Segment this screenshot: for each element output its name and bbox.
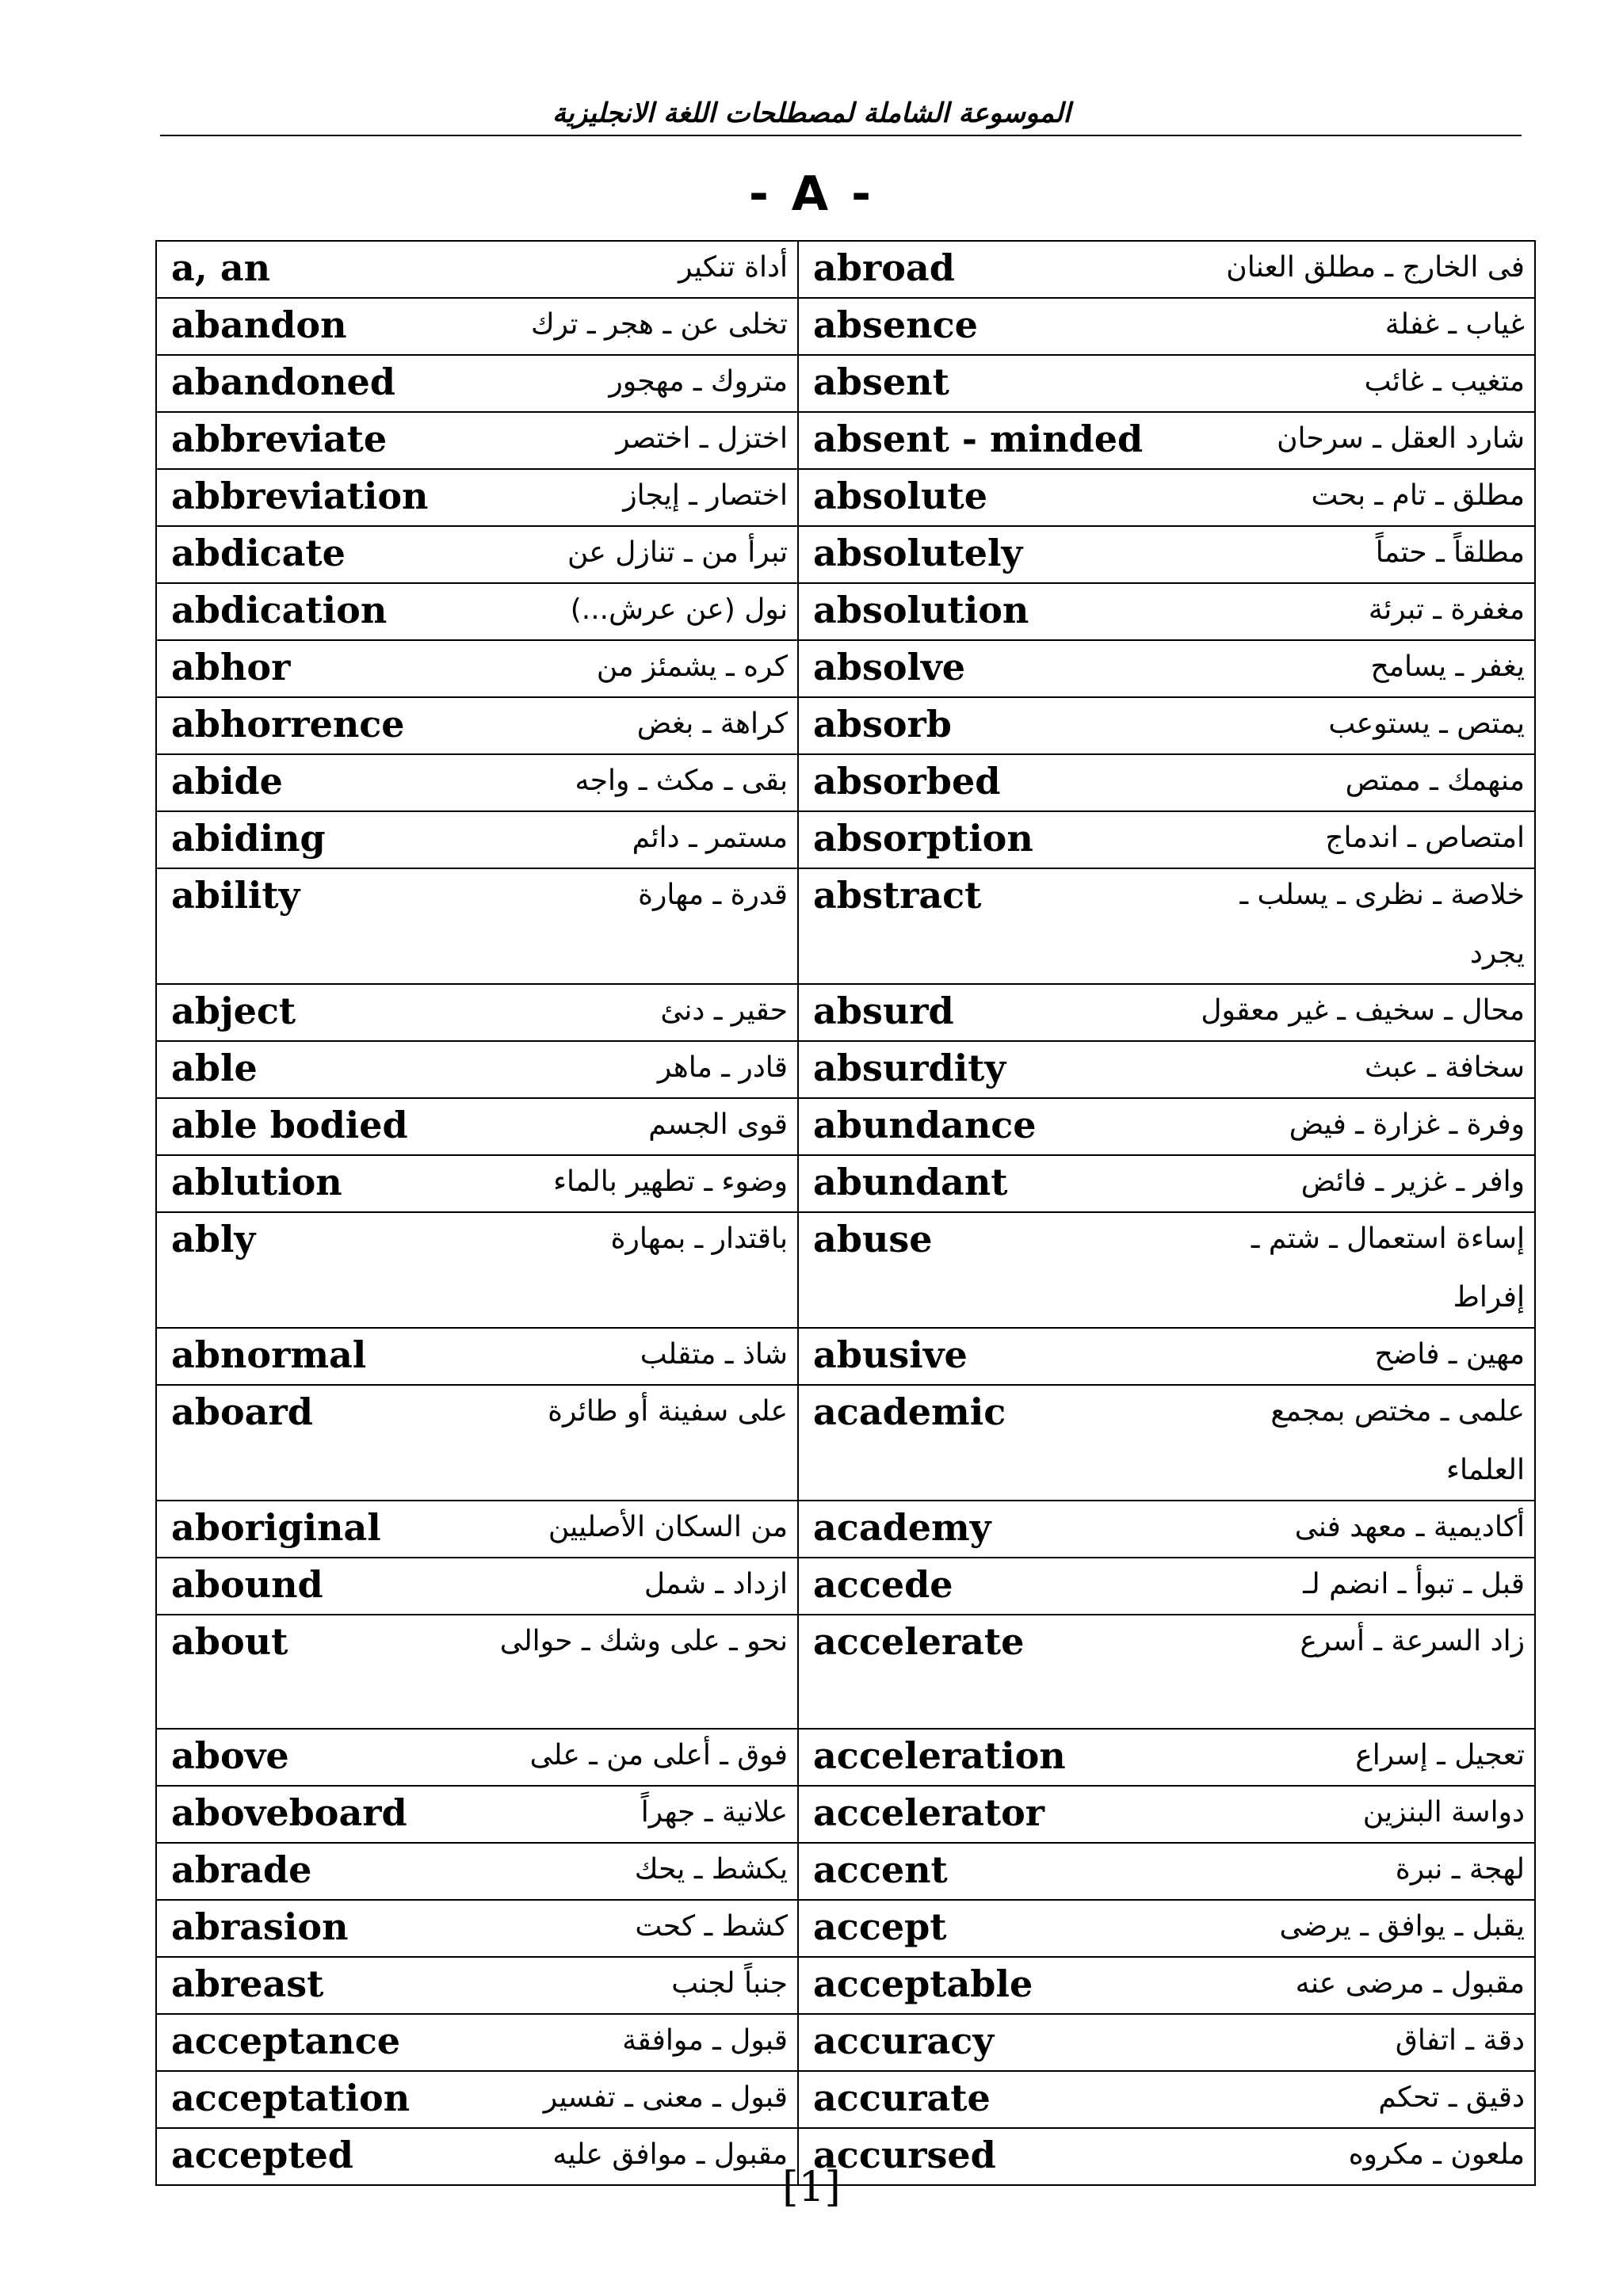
entry-cell-left	[156, 298, 798, 355]
table-row	[156, 469, 1535, 526]
entry-cell-right	[798, 298, 1535, 355]
english-term: acceleration	[813, 1734, 1066, 1777]
english-term: above	[171, 1734, 289, 1777]
dictionary-entry	[157, 1099, 797, 1154]
table-row	[156, 1900, 1535, 1957]
entry-cell-right	[798, 2014, 1535, 2071]
entry-cell-left	[156, 1155, 798, 1212]
entry-cell-right	[798, 984, 1535, 1041]
arabic-translation: متغيب ـ غائب	[1364, 365, 1525, 398]
dictionary-entry	[157, 1901, 797, 1956]
table-row	[156, 640, 1535, 697]
english-term: absolution	[813, 589, 1029, 631]
english-term: abandoned	[171, 360, 395, 403]
arabic-translation: اختزل ـ اختصر	[616, 422, 788, 455]
entry-cell-left	[156, 1041, 798, 1098]
dictionary-entry	[157, 1730, 797, 1785]
entry-cell-right	[798, 1900, 1535, 1957]
arabic-translation: محال ـ سخيف ـ غير معقول	[1201, 994, 1525, 1027]
table-row	[156, 2014, 1535, 2071]
arabic-translation: خلاصة ـ نظرى ـ يسلب ـ يجرد	[1239, 879, 1525, 970]
table-row	[156, 1212, 1535, 1328]
entry-cell-right	[798, 1729, 1535, 1786]
english-term: abstract	[813, 874, 982, 917]
english-term: absolutely	[813, 532, 1023, 574]
english-term: absorbed	[813, 760, 1001, 803]
entry-cell-left	[156, 1558, 798, 1615]
arabic-translation: يقبل ـ يوافق ـ يرضى	[1279, 1910, 1525, 1943]
page-header-title: الموسوعة الشاملة لمصطلحات اللغة الانجليزية	[552, 97, 1071, 129]
dictionary-entry	[157, 2015, 797, 2070]
arabic-translation: زاد السرعة ـ أسرع	[1300, 1625, 1525, 1657]
dictionary-entry	[799, 470, 1534, 525]
entry-cell-right	[798, 1041, 1535, 1098]
english-term: abiding	[171, 817, 326, 860]
arabic-translation: باقتدار ـ بمهارة	[610, 1222, 788, 1255]
table-row	[156, 2071, 1535, 2128]
arabic-translation: كشط ـ كحت	[635, 1910, 788, 1943]
entry-cell-right	[798, 469, 1535, 526]
table-row	[156, 868, 1535, 984]
arabic-translation: قوى الجسم	[648, 1108, 788, 1141]
dictionary-entry	[799, 1730, 1534, 1785]
dictionary-entry	[799, 1156, 1534, 1211]
entry-cell-left	[156, 1729, 798, 1786]
entry-cell-right	[798, 697, 1535, 754]
dictionary-entry	[157, 527, 797, 582]
arabic-translation: مستمر ـ دائم	[632, 822, 788, 854]
table-row	[156, 811, 1535, 868]
english-term: abrasion	[171, 1905, 349, 1948]
dictionary-entry	[799, 1787, 1534, 1842]
arabic-translation: قادر ـ ماهر	[657, 1051, 788, 1084]
dictionary-entry	[799, 1501, 1534, 1557]
entry-cell-right	[798, 2071, 1535, 2128]
table-row	[156, 526, 1535, 583]
table-row	[156, 1786, 1535, 1843]
arabic-translation: قبول ـ موافقة	[622, 2024, 788, 2057]
english-term: abundance	[813, 1104, 1037, 1146]
table-row	[156, 1957, 1535, 2014]
english-term: abject	[171, 990, 296, 1032]
dictionary-entry	[157, 641, 797, 696]
entry-cell-left	[156, 1957, 798, 2014]
arabic-translation: جنباً لجنب	[671, 1967, 788, 2000]
arabic-translation: منهمك ـ ممتص	[1345, 765, 1525, 797]
dictionary-entry	[799, 698, 1534, 753]
table-row	[156, 1098, 1535, 1155]
english-term: abbreviate	[171, 418, 388, 460]
entry-cell-left	[156, 412, 798, 469]
arabic-translation: شارد العقل ـ سرحان	[1277, 422, 1525, 455]
table-row	[156, 1729, 1535, 1786]
dictionary-entry	[157, 869, 797, 925]
dictionary-entry	[157, 1213, 797, 1268]
arabic-translation: قدرة ـ مهارة	[638, 879, 788, 911]
dictionary-entry	[157, 299, 797, 354]
dictionary-entry	[157, 1501, 797, 1557]
entry-cell-right	[798, 1098, 1535, 1155]
arabic-translation: مطلقاً ـ حتماً	[1375, 536, 1525, 569]
arabic-translation: علمى ـ مختص بمجمع العلماء	[1270, 1395, 1525, 1486]
arabic-translation: كره ـ يشمئز من	[596, 650, 788, 683]
dictionary-entry	[799, 641, 1534, 696]
arabic-translation: حقير ـ دنئ	[660, 994, 788, 1027]
entry-cell-right	[798, 1615, 1535, 1729]
arabic-translation: شاذ ـ متقلب	[640, 1338, 788, 1371]
table-row	[156, 1328, 1535, 1385]
entry-cell-left	[156, 2014, 798, 2071]
table-row	[156, 1558, 1535, 1615]
english-term: accent	[813, 1848, 948, 1891]
dictionary-entry	[157, 812, 797, 868]
entry-cell-left	[156, 811, 798, 868]
english-term: accursed	[813, 2134, 996, 2176]
arabic-translation: مغفرة ـ تبرئة	[1368, 593, 1525, 626]
dictionary-entry	[157, 1386, 797, 1441]
dictionary-entry	[157, 1329, 797, 1384]
dictionary-entry	[157, 1558, 797, 1614]
header-divider	[160, 135, 1522, 136]
arabic-translation: مهين ـ فاضح	[1374, 1338, 1525, 1371]
arabic-translation: مقبول ـ مرضى عنه	[1295, 1967, 1525, 2000]
entry-cell-right	[798, 583, 1535, 640]
arabic-translation: تعجيل ـ إسراع	[1355, 1739, 1525, 1772]
entry-cell-left	[156, 1615, 798, 1729]
english-term: abdicate	[171, 532, 346, 574]
english-term: abandon	[171, 303, 347, 346]
dictionary-entry	[157, 1615, 797, 1671]
section-letter: - A -	[748, 166, 875, 222]
english-term: abnormal	[171, 1333, 367, 1376]
dictionary-entry	[157, 1958, 797, 2013]
english-term: acceptation	[171, 2077, 411, 2119]
arabic-translation: مطلق ـ تام ـ بحت	[1311, 479, 1525, 512]
table-row	[156, 1155, 1535, 1212]
entry-cell-right	[798, 1558, 1535, 1615]
table-row	[156, 412, 1535, 469]
dictionary-entry	[799, 1329, 1534, 1384]
dictionary-entry	[799, 1042, 1534, 1097]
english-term: absent - minded	[813, 418, 1144, 460]
dictionary-entry	[799, 413, 1534, 468]
entry-cell-right	[798, 241, 1535, 298]
arabic-translation: دقة ـ اتفاق	[1395, 2024, 1525, 2057]
table-row	[156, 1385, 1535, 1501]
entry-cell-left	[156, 1385, 798, 1501]
english-term: absorption	[813, 817, 1033, 860]
dictionary-entry	[799, 755, 1534, 810]
english-term: accede	[813, 1563, 953, 1606]
arabic-translation: تبرأ من ـ تنازل عن	[567, 536, 788, 569]
english-term: academic	[813, 1390, 1006, 1433]
dictionary-entry	[799, 1386, 1534, 1500]
entry-cell-left	[156, 868, 798, 984]
entry-cell-left	[156, 1212, 798, 1328]
entry-cell-right	[798, 1957, 1535, 2014]
english-term: absurdity	[813, 1047, 1006, 1089]
arabic-translation: على سفينة أو طائرة	[548, 1395, 788, 1428]
arabic-translation: إساءة استعمال ـ شتم ـ إفراط	[1251, 1222, 1525, 1314]
entry-cell-left	[156, 1900, 798, 1957]
entry-cell-left	[156, 2071, 798, 2128]
english-term: abundant	[813, 1161, 1008, 1203]
english-term: accurate	[813, 2077, 991, 2119]
english-term: acceptance	[171, 2019, 401, 2062]
entry-cell-left	[156, 1786, 798, 1843]
entry-cell-right	[798, 811, 1535, 868]
entry-cell-right	[798, 1385, 1535, 1501]
dictionary-entry	[799, 584, 1534, 639]
dictionary-entry	[157, 1156, 797, 1211]
entry-cell-right	[798, 355, 1535, 412]
english-term: academy	[813, 1506, 991, 1549]
english-term: abreast	[171, 1962, 324, 2005]
arabic-translation: غياب ـ غفلة	[1384, 308, 1525, 341]
arabic-translation: ازداد ـ شمل	[643, 1568, 788, 1600]
entry-cell-left	[156, 754, 798, 811]
english-term: ability	[171, 874, 300, 917]
english-term: absence	[813, 303, 978, 346]
english-term: aboriginal	[171, 1506, 381, 1549]
entry-cell-right	[798, 1155, 1535, 1212]
entry-cell-right	[798, 868, 1535, 984]
table-row	[156, 1501, 1535, 1558]
english-term: abound	[171, 1563, 323, 1606]
entry-cell-right	[798, 526, 1535, 583]
dictionary-entry	[157, 242, 797, 297]
english-term: abusive	[813, 1333, 968, 1376]
arabic-translation: متروك ـ مهجور	[609, 365, 788, 398]
arabic-translation: علانية ـ جهراً	[640, 1796, 788, 1829]
dictionary-entry	[799, 1901, 1534, 1956]
dictionary-entry	[157, 985, 797, 1040]
english-term: aboard	[171, 1390, 313, 1433]
english-term: about	[171, 1620, 288, 1663]
entry-cell-left	[156, 1843, 798, 1900]
entry-cell-right	[798, 754, 1535, 811]
dictionary-entry	[799, 1099, 1534, 1154]
english-term: accelerator	[813, 1791, 1045, 1834]
arabic-translation: كراهة ـ بغض	[636, 707, 788, 740]
english-term: accept	[813, 1905, 947, 1948]
english-term: accuracy	[813, 2019, 995, 2062]
arabic-translation: امتصاص ـ اندماج	[1325, 822, 1525, 854]
entry-cell-left	[156, 1328, 798, 1385]
table-row	[156, 697, 1535, 754]
dictionary-entry	[157, 470, 797, 525]
arabic-translation: يغفر ـ يسامح	[1370, 650, 1525, 683]
page-number: [1]	[782, 2164, 841, 2211]
dictionary-entry	[157, 698, 797, 753]
arabic-translation: أداة تنكير	[678, 251, 788, 284]
table-row	[156, 355, 1535, 412]
english-term: abdication	[171, 589, 388, 631]
dictionary-entry	[799, 1615, 1534, 1671]
english-term: accepted	[171, 2134, 353, 2176]
entry-cell-left	[156, 1098, 798, 1155]
english-term: aboveboard	[171, 1791, 407, 1834]
dictionary-table	[155, 240, 1536, 2186]
table-row	[156, 241, 1535, 298]
arabic-translation: فوق ـ أعلى من ـ على	[529, 1739, 788, 1772]
english-term: able bodied	[171, 1104, 408, 1146]
entry-cell-left	[156, 583, 798, 640]
dictionary-entry	[157, 1042, 797, 1097]
entry-cell-right	[798, 1501, 1535, 1558]
arabic-translation: قبل ـ تبوأ ـ انضم لـ	[1303, 1568, 1525, 1600]
english-term: acceptable	[813, 1962, 1033, 2005]
english-term: accelerate	[813, 1620, 1025, 1663]
table-row	[156, 1041, 1535, 1098]
entry-cell-right	[798, 1843, 1535, 1900]
dictionary-table-body	[156, 241, 1535, 2185]
arabic-translation: فى الخارج ـ مطلق العنان	[1226, 251, 1525, 284]
arabic-translation: اختصار ـ إيجاز	[623, 479, 788, 512]
entry-cell-right	[798, 412, 1535, 469]
dictionary-entry	[157, 356, 797, 411]
entry-cell-left	[156, 355, 798, 412]
dictionary-entry	[157, 755, 797, 810]
dictionary-entry	[157, 1787, 797, 1842]
table-row	[156, 583, 1535, 640]
english-term: absorb	[813, 703, 952, 746]
english-term: ablution	[171, 1161, 342, 1203]
english-term: abroad	[813, 246, 955, 289]
arabic-translation: أكاديمية ـ معهد فنى	[1294, 1511, 1525, 1543]
dictionary-entry	[799, 2015, 1534, 2070]
dictionary-entry	[799, 527, 1534, 582]
entry-cell-right	[798, 1786, 1535, 1843]
dictionary-entry	[157, 413, 797, 468]
entry-cell-left	[156, 469, 798, 526]
arabic-translation: يمتص ـ يستوعب	[1328, 707, 1525, 740]
arabic-translation: سخافة ـ عبث	[1364, 1051, 1525, 1084]
entry-cell-right	[798, 1212, 1535, 1328]
english-term: ably	[171, 1218, 256, 1261]
dictionary-entry	[799, 1958, 1534, 2013]
dictionary-entry	[799, 356, 1534, 411]
english-term: abuse	[813, 1218, 933, 1261]
english-term: absurd	[813, 990, 954, 1032]
table-row	[156, 1843, 1535, 1900]
english-term: abrade	[171, 1848, 312, 1891]
english-term: absent	[813, 360, 949, 403]
entry-cell-left	[156, 1501, 798, 1558]
arabic-translation: وافر ـ غزير ـ فائض	[1300, 1165, 1525, 1198]
arabic-translation: وضوء ـ تطهير بالماء	[553, 1165, 788, 1198]
dictionary-entry	[157, 1844, 797, 1899]
entry-cell-left	[156, 526, 798, 583]
dictionary-entry	[157, 2072, 797, 2127]
dictionary-entry	[799, 1213, 1534, 1327]
english-term: able	[171, 1047, 258, 1089]
arabic-translation: بقى ـ مكث ـ واجه	[575, 765, 788, 797]
arabic-translation: دقيق ـ تحكم	[1378, 2081, 1525, 2114]
english-term: abhor	[171, 646, 291, 688]
table-row	[156, 1615, 1535, 1729]
english-term: a, an	[171, 246, 271, 289]
english-term: abhorrence	[171, 703, 405, 746]
dictionary-entry	[799, 985, 1534, 1040]
entry-cell-right	[798, 1328, 1535, 1385]
dictionary-entry	[157, 584, 797, 639]
arabic-translation: نول (عن عرش...)	[570, 593, 788, 626]
arabic-translation: ملعون ـ مكروه	[1348, 2138, 1525, 2171]
entry-cell-left	[156, 241, 798, 298]
arabic-translation: من السكان الأصليين	[548, 1511, 788, 1543]
entry-cell-left	[156, 640, 798, 697]
arabic-translation: مقبول ـ موافق عليه	[552, 2138, 788, 2171]
arabic-translation: لهجة ـ نبرة	[1395, 1853, 1525, 1886]
entry-cell-left	[156, 984, 798, 1041]
dictionary-entry	[799, 869, 1534, 983]
english-term: abide	[171, 760, 283, 803]
table-row	[156, 984, 1535, 1041]
arabic-translation: تخلى عن ـ هجر ـ ترك	[530, 308, 788, 341]
dictionary-entry	[799, 1558, 1534, 1614]
table-row	[156, 754, 1535, 811]
dictionary-entry	[799, 299, 1534, 354]
english-term: abbreviation	[171, 475, 429, 517]
entry-cell-right	[798, 640, 1535, 697]
dictionary-entry	[799, 812, 1534, 868]
arabic-translation: قبول ـ معنى ـ تفسير	[543, 2081, 788, 2114]
english-term: absolute	[813, 475, 987, 517]
english-term: absolve	[813, 646, 966, 688]
entry-cell-left	[156, 697, 798, 754]
arabic-translation: نحو ـ على وشك ـ حوالى	[499, 1625, 788, 1657]
table-row	[156, 298, 1535, 355]
dictionary-entry	[799, 1844, 1534, 1899]
dictionary-entry	[799, 242, 1534, 297]
arabic-translation: يكشط ـ يحك	[634, 1853, 788, 1886]
dictionary-entry	[799, 2072, 1534, 2127]
arabic-translation: دواسة البنزين	[1362, 1796, 1525, 1829]
arabic-translation: وفرة ـ غزارة ـ فيض	[1289, 1108, 1525, 1141]
